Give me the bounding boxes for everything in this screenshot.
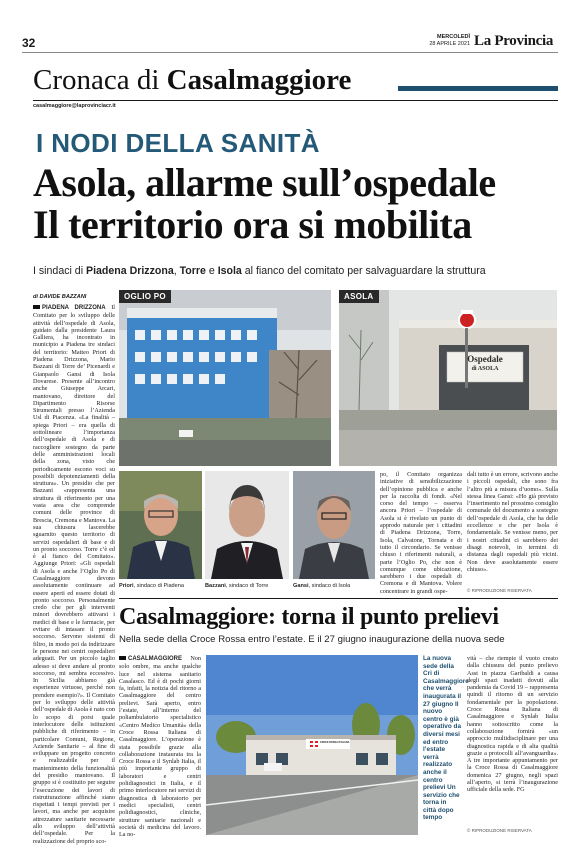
caption-role: , sindaco di Isola bbox=[308, 583, 351, 589]
cri-sign: CROCE ROSSA ITALIANA bbox=[320, 741, 350, 744]
article-kicker: I NODI DELLA SANITÀ bbox=[36, 128, 320, 158]
article-subhead bbox=[33, 265, 486, 277]
photo-croce-rossa-building bbox=[206, 655, 418, 835]
article1-lead-place: PIADENA DRIZZONA bbox=[42, 305, 106, 311]
photo-tag-asola: ASOLA bbox=[339, 290, 379, 303]
portrait-gansi-face bbox=[293, 471, 375, 579]
section-title bbox=[33, 64, 351, 96]
subhead-isola: Isola bbox=[217, 265, 242, 277]
subhead-text: I sindaci di bbox=[33, 265, 86, 277]
date-weekday: MERCOLEDÌ bbox=[437, 34, 470, 40]
caption-name: Gansi bbox=[293, 583, 309, 589]
hospital-sign-line-1: Ospedale bbox=[467, 354, 503, 364]
section-rule bbox=[398, 86, 558, 91]
article2-column-4: vità – che riempie il vuoto creato dalla chiusura del punto prelievo Asst in piazza Garibaldi a causa degli spazi inadatti dovuti alla pandemia da Covid 19 – rappresenta quindi il ritorno di un servizio fondamentale per la popolazione. Croce Rossa Italiana di Casalmaggiore e Synlab Italia hanno sottoscritto come la collaborazione fornirà «un approccio multidisciplinare per una diagnostica rapida e di alta qualità grazie a protocolli all’avanguardia». A tre importante appuntamento per la Croce Rossa di Casalmaggiore domenica 27 giugno, negli spazi all’aperto, si terrà l’inaugurazione ufficiale della sede. FG bbox=[467, 655, 558, 794]
photo-oglio-po-hospital bbox=[119, 290, 331, 466]
caption-priori bbox=[119, 583, 184, 589]
hospital-sign bbox=[449, 354, 521, 373]
caption-role: , sindaco di Piadena bbox=[133, 583, 185, 589]
section-prefix: Cronaca di bbox=[33, 64, 167, 96]
headline-line-2: Il territorio ora si mobilita bbox=[33, 202, 472, 247]
article2-copyright: © RIPRODUZIONE RISERVATA bbox=[467, 828, 532, 833]
article1-col1-text: Il Comitato per lo sviluppo delle attività dell’ospedale di Asola, guidato dalla presidente Laura Galliera, ha incontrato in municipio a Piadena tre sindaci del territorio: Matteo Priori di Piadena Drizzona, Mario Bazzani di Torre de’ Picenardi e Gianpaolo Gansi di Isola Dovarese. Presente all’incontro anche Giuseppe Arcari, mantovano, direttore del Dipartimento Risorse Strumentali presso l’Azienda Usl di Piacenza. «La finalità – spiega Priori – era quella di sottolineare l’importanza dell’ospedale di Asola e di raccogliere sostegno da parte delle amministrazioni locali della zona, visto che periodicamente escono voci su possibili depotenziamenti della struttura». Un presidio che per Bazzani «rappresenta una struttura di riferimento per una vasta area che comprende comuni delle province di Brescia, Cremona e Mantova. La sua chiusura lascerebbe sguarnito questo territorio di servizi ospedalieri di base e di un pronto soccorso. Torre c’è ed è al fianco del Comitato». Aggiunge Priori: «Gli ospedali di Asola e anche l’Oglio Po di Casalmaggiore devono assolutamente continuare ad essere aperti ed essere dotati di pronto soccorso. Personalmente credo che per gli interventi minori dovrebbero attivarsi i medici di base e le farmacie, per evitare di intasare il pronto soccorso. Servono sistemi di filtro, in modo poi da indirizzare le persone nei centri ospedalieri adeguati. Per un piccolo taglio adesso si deve andare al pronto soccorso, mi sembra eccessivo. In Sicilia abbiamo già esperienze virtuose, perché non prendere esempio?». Il Comitato per lo sviluppo delle attività dell’ospedale di Asola è nato con lo scopo di porsi quale interlocutore delle istituzioni pubbliche di riferimento – in particolare Comuni, Regione, Aziende Sanitarie – al fine di sviluppare un progetto concreto e realizzabile per il mantenimento della funzionalità del presidio mantovano. Il gruppo si è costituito per seguire l’esecuzione dei lavori di ristrutturazione affinché siano rispettati i tempi previsti per i lavori, ma anche per acquisire attrezzature sanitarie necessarie allo sviluppo dell’attività dell’ospedale. Per la realizzazione del proprio sco- bbox=[33, 304, 115, 845]
article2-subhead: Nella sede della Croce Rossa entro l’estate. E il 27 giugno inaugurazione della nuova sede bbox=[119, 634, 505, 645]
photo-tag-oglio-po: OGLIO PO bbox=[119, 290, 171, 303]
caption-name: Bazzani bbox=[205, 583, 226, 589]
portrait-bazzani bbox=[205, 471, 289, 579]
section-underline bbox=[33, 100, 558, 101]
article-headline bbox=[33, 162, 496, 246]
article2-lead-marker bbox=[119, 656, 126, 660]
subhead-piadena: Piadena Drizzona bbox=[86, 265, 174, 277]
issue-date bbox=[400, 34, 470, 47]
section-email[interactable]: casalmaggiore@laprovinciacr.it bbox=[33, 103, 116, 109]
portrait-priori bbox=[119, 471, 202, 579]
caption-role: , sindaco di Torre bbox=[225, 583, 269, 589]
article2-headline: Casalmaggiore: torna il punto prelievi bbox=[119, 604, 499, 630]
article1-column-4: po, il Comitato organizza iniziative di sensibilizzazione dell’opinione pubblica e anche per la raccolta di fondi. «Nel corso del tempo – osserva ancora Priori – l’ospedale di Asola si è rivelato un punto di approdo naturale per i cittadini di Piadena Drizzona, Torre, Isola, Calvatone, Tornata e di tutto il circondario. Se venisse chiuso i riferimenti naturali, a parte l’Oglio Po, che non è comunque come ubicazione, sarebbero i due ospedali di Cremona e di Mantova. Volere concentrare in grandi ospe- bbox=[380, 471, 462, 595]
subhead-tail: al fianco del comitato per salvaguardare la struttura bbox=[241, 265, 486, 277]
date-full: 28 APRILE 2021 bbox=[429, 40, 470, 47]
caption-gansi bbox=[293, 583, 350, 589]
header-rule bbox=[22, 52, 558, 53]
article1-column-5: dali tutto è un errore, scrivono anche i piccoli ospedali, che sono fra l’altro più a misura d’uomo». Sulla stessa linea Gansi: «Ho già previsto l’inserimento nel prossimo consiglio comunale del documento a sostegno dell’ospedale di Asola, che ha delle eccellenze e che per Isola è fondamentale. Se venisse meno, per i nostri cittadini ci sarebbero dei disagi notevoli, in termini di distanza dagli ospedali più vicini. Non deve assolutamente essere chiuso». bbox=[467, 471, 558, 573]
newspaper-brand: La Provincia bbox=[474, 33, 554, 49]
subhead-torre: Torre bbox=[179, 265, 206, 277]
article2-rule bbox=[119, 598, 558, 599]
page-number: 32 bbox=[22, 36, 36, 50]
article2-col1-text: Non solo ombre, ma anche qualche luce nel sistema sanitario Casalasco. Ed è di pochi giorni fa, infatti, la notizia del ritorno a Casalmaggiore del centro prelievi. Sarà aperto, entro l’estate, all’interno del poliambulatorio specialistico «Centro Medico Umanità» della Croce Rossa Italiana di Casalmaggiore. L’operazione è stata possibile grazie alla collaborazione instaurata tra la Croce Rossa e il Synlab Italia, il più importante gruppo di laboratori e centri polidiagnostici in Italia, e il primo interlocutore nei servizi di diagnostica di laboratorio per medici specialisti, centri polidiagnostici, cliniche, strutture sanitarie nazionali e società di medicina del lavoro. La no- bbox=[119, 655, 201, 839]
article1-lead-marker bbox=[33, 305, 40, 309]
section-city: Casalmaggiore bbox=[166, 64, 352, 96]
byline: di DAVIDE BAZZANI bbox=[33, 294, 87, 300]
article2-photo-sidebar: La nuova sede della Cri di Casalmaggiore che verrà inaugurata il 27 giugno Il nuovo centro è già operativo da diversi mesi ed entro l’estate verrà realizzato anche il centro prelievi Un servizio che torna in città dopo tempo bbox=[423, 655, 469, 822]
photo-asola-hospital bbox=[339, 290, 557, 466]
article2-column-1 bbox=[119, 655, 201, 839]
article1-copyright: © RIPRODUZIONE RISERVATA bbox=[467, 588, 532, 593]
subhead-sep: , bbox=[173, 265, 180, 277]
article2-lead-place: CASALMAGGIORE bbox=[128, 656, 182, 662]
subhead-and: e bbox=[205, 265, 218, 277]
headline-line-1: Asola, allarme sull’ospedale bbox=[33, 160, 496, 205]
article1-column-1 bbox=[33, 304, 115, 845]
hospital-sign-line-2: di ASOLA bbox=[471, 366, 499, 372]
caption-name: Priori bbox=[119, 583, 134, 589]
caption-bazzani bbox=[205, 583, 268, 589]
